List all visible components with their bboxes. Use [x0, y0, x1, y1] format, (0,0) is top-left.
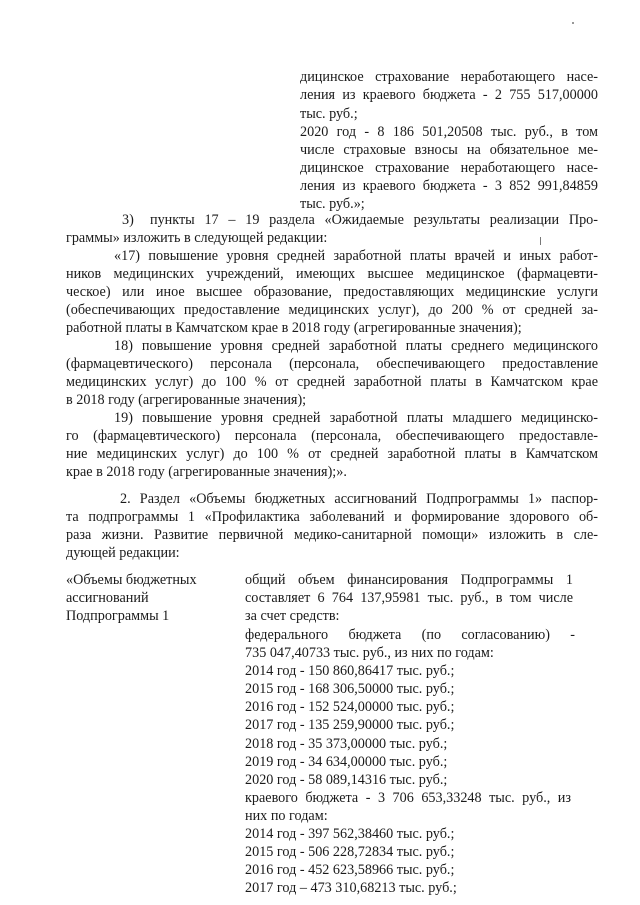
text-line: (фармацевтического) персонала (персонала, обеспечивающего предоставление — [66, 356, 598, 372]
text-line: Подпрограммы 1 — [66, 608, 170, 624]
text-line: федерального бюджета (по согласованию) - — [245, 627, 575, 643]
year-amount: 2016 год - 152 524,00000 тыс. руб.; — [245, 699, 455, 715]
year-amount: 2015 год - 168 306,50000 тыс. руб.; — [245, 681, 455, 697]
scan-speck — [572, 22, 574, 24]
text-line: них по годам: — [245, 808, 328, 824]
text-line: крае в 2018 году (агрегированные значения);». — [66, 464, 347, 480]
text-line: в 2018 году (агрегированные значения); — [66, 392, 307, 408]
text-line: дицинское страхование неработающего насе- — [300, 160, 598, 176]
year-amount: 2017 год - 135 259,90000 тыс. руб.; — [245, 717, 455, 733]
text-line: пункты 17 – 19 раздела «Ожидаемые результаты реализации Про- — [150, 212, 598, 228]
text-line: ления из краевого бюджета - 2 755 517,00000 — [300, 87, 598, 103]
text-line: граммы» изложить в следующей редакции: — [66, 230, 328, 246]
text-line: 2020 год - 8 186 501,20508 тыс. руб., в том — [300, 124, 598, 140]
text-line: та подпрограммы 1 «Профилактика заболеваний и формирование здорового об- — [66, 509, 598, 525]
text-line: (обеспечивающих предоставление медицинских услуг), до 200 % от средней за- — [66, 302, 598, 318]
year-amount: 2018 год - 35 373,00000 тыс. руб.; — [245, 736, 448, 752]
text-line: составляет 6 764 137,95981 тыс. руб., в том числе — [245, 590, 573, 606]
text-line: общий объем финансирования Подпрограммы 1 — [245, 572, 573, 588]
text-line: ческое) или иное высшее образование, предоставляющих медицинские услуги — [66, 284, 598, 300]
text-line: тыс. руб.; — [300, 106, 358, 122]
text-line: ассигнований — [66, 590, 149, 606]
year-amount: 2015 год - 506 228,72834 тыс. руб.; — [245, 844, 455, 860]
text-line: го (фармацевтического) персонала (персонала, обеспечивающего предоставле- — [66, 428, 598, 444]
text-line: «Объемы бюджетных — [66, 572, 197, 588]
text-line: ние медицинских услуг) до 100 % от средней заработной платы в Камчатском — [66, 446, 598, 462]
text-line: ления из краевого бюджета - 3 852 991,84859 — [300, 178, 598, 194]
text-line: раза жизни. Развитие первичной медико-санитарной помощи» изложить в сле- — [66, 527, 598, 543]
text-line: краевого бюджета - 3 706 653,33248 тыс. руб., из — [245, 790, 571, 806]
year-amount: 2020 год - 58 089,14316 тыс. руб.; — [245, 772, 448, 788]
text-line: ников медицинских учреждений, имеющих высшее медицинское (фармацевти- — [66, 266, 598, 282]
year-amount: 2019 год - 34 634,00000 тыс. руб.; — [245, 754, 448, 770]
text-line: за счет средств: — [245, 608, 340, 624]
year-amount: 2017 год – 473 310,68213 тыс. руб.; — [245, 880, 457, 896]
year-amount: 2014 год - 150 860,86417 тыс. руб.; — [245, 663, 455, 679]
text-line: работной платы в Камчатском крае в 2018 году (агрегированные значения); — [66, 320, 522, 336]
text-line: 19) повышение уровня средней заработной платы младшего медицинско- — [114, 410, 598, 426]
item-number: 3) — [122, 212, 134, 228]
text-line: 2. Раздел «Объемы бюджетных ассигнований Подпрограммы 1» паспор- — [120, 491, 598, 507]
year-amount: 2016 год - 452 623,58966 тыс. руб.; — [245, 862, 455, 878]
scan-tick — [540, 237, 541, 245]
year-amount: 2014 год - 397 562,38460 тыс. руб.; — [245, 826, 455, 842]
text-line: числе страховые взносы на обязательное ме- — [300, 142, 598, 158]
text-line: «17) повышение уровня средней заработной платы врачей и иных работ- — [114, 248, 598, 264]
text-line: 735 047,40733 тыс. руб., из них по годам: — [245, 645, 494, 661]
text-line: дицинское страхование неработающего насе- — [300, 69, 598, 85]
text-line: 18) повышение уровня средней заработной платы среднего медицинского — [114, 338, 598, 354]
text-line: медицинских услуг) до 100 % от средней заработной платы в Камчатском крае — [66, 374, 598, 390]
text-line: тыс. руб.»; — [300, 196, 365, 212]
text-line: дующей редакции: — [66, 545, 180, 561]
